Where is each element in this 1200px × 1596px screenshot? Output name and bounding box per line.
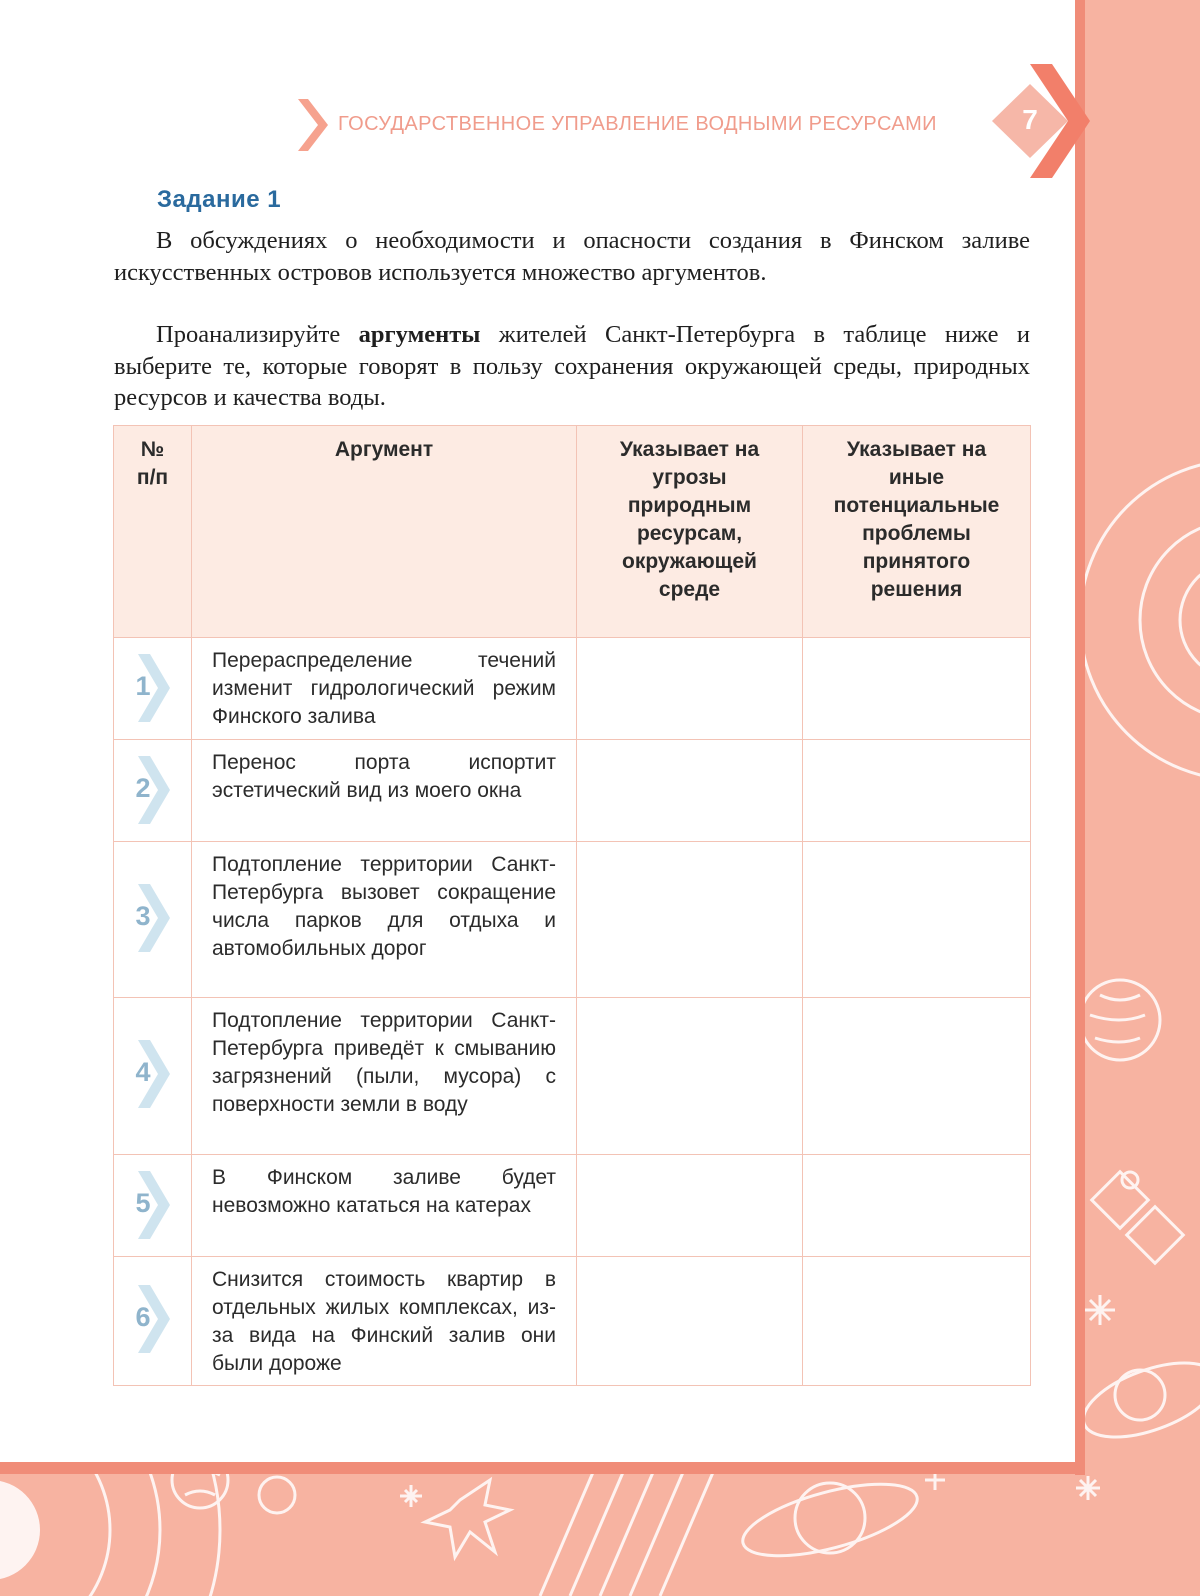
page-number: 7	[1022, 104, 1038, 135]
arguments-table	[113, 425, 1031, 1386]
row-number-cell	[114, 998, 192, 1155]
answer-cell-threats[interactable]	[577, 638, 803, 740]
table-row	[114, 740, 1031, 842]
header-num: № п/п	[114, 426, 192, 638]
row-number: 1	[135, 671, 151, 701]
satellite-icon	[1092, 1172, 1184, 1264]
page-edge-right	[1075, 0, 1085, 1475]
row-number-cell	[114, 1257, 192, 1386]
header-other: Указывает на иные потенциальные проблемы принятого решения	[803, 426, 1031, 638]
table-row	[114, 998, 1031, 1155]
answer-cell-other[interactable]	[803, 1257, 1031, 1386]
row-number: 2	[135, 773, 151, 803]
row-number: 3	[135, 901, 151, 931]
task-paragraph-2: Проанализируйте аргументы жителей Санкт-Петербурга в таблице ниже и выберите те, которые говорят в пользу сохранения окружающей среды, природных ресурсов и качества воды.	[114, 321, 1031, 411]
row-number-cell	[114, 740, 192, 842]
bold-keyword: аргументы	[358, 321, 481, 348]
answer-cell-other[interactable]	[803, 998, 1031, 1155]
table-row	[114, 638, 1031, 740]
row-number-cell	[114, 1155, 192, 1257]
task-paragraph-1: В обсуждениях о необходимости и опасности создания в Финском заливе искусственных островов используется множество аргументов.	[114, 227, 1030, 286]
argument-cell: Подтопление территории Санкт-Петербурга вызовет сокращение числа парков для отдыха и автомобильных дорог	[192, 842, 577, 998]
table-row	[114, 1155, 1031, 1257]
table-row	[114, 842, 1031, 998]
header-threats: Указывает на угрозы природным ресурсам, окружающей среде	[577, 426, 803, 638]
answer-cell-other[interactable]	[803, 1155, 1031, 1257]
argument-cell: Снизится стоимость квартир в отдельных жилых комплексах, из-за вида на Финский залив они были дороже	[192, 1257, 577, 1386]
answer-cell-other[interactable]	[803, 842, 1031, 998]
answer-cell-other[interactable]	[803, 740, 1031, 842]
argument-cell: Подтопление территории Санкт-Петербурга приведёт к смыванию загрязнений (пыли, мусора) с поверхности земли в воду	[192, 998, 577, 1155]
argument-cell: Перенос порта испортит эстетический вид из моего окна	[192, 740, 577, 842]
table-row	[114, 1257, 1031, 1386]
header-chevron-icon	[296, 97, 328, 153]
row-number: 6	[135, 1302, 151, 1332]
argument-cell: В Финском заливе будет невозможно кататься на катерах	[192, 1155, 577, 1257]
answer-cell-threats[interactable]	[577, 998, 803, 1155]
sparkle-icon	[1085, 1295, 1115, 1325]
star-icon	[425, 1480, 510, 1557]
answer-cell-threats[interactable]	[577, 1155, 803, 1257]
section-title: ГОСУДАРСТВЕННОЕ УПРАВЛЕНИЕ ВОДНЫМИ РЕСУРСАМИ	[338, 113, 937, 135]
answer-cell-threats[interactable]	[577, 740, 803, 842]
page-edge-bottom	[0, 1462, 1085, 1474]
row-number: 4	[135, 1057, 151, 1087]
header-argument: Аргумент	[192, 426, 577, 638]
table-header-row	[114, 426, 1031, 638]
row-number-cell	[114, 842, 192, 998]
task-title: Задание 1	[157, 186, 282, 213]
argument-cell: Перераспределение течений изменит гидрологический режим Финского залива	[192, 638, 577, 740]
answer-cell-threats[interactable]	[577, 842, 803, 998]
answer-cell-threats[interactable]	[577, 1257, 803, 1386]
row-number: 5	[135, 1188, 151, 1218]
row-number-cell	[114, 638, 192, 740]
answer-cell-other[interactable]	[803, 638, 1031, 740]
